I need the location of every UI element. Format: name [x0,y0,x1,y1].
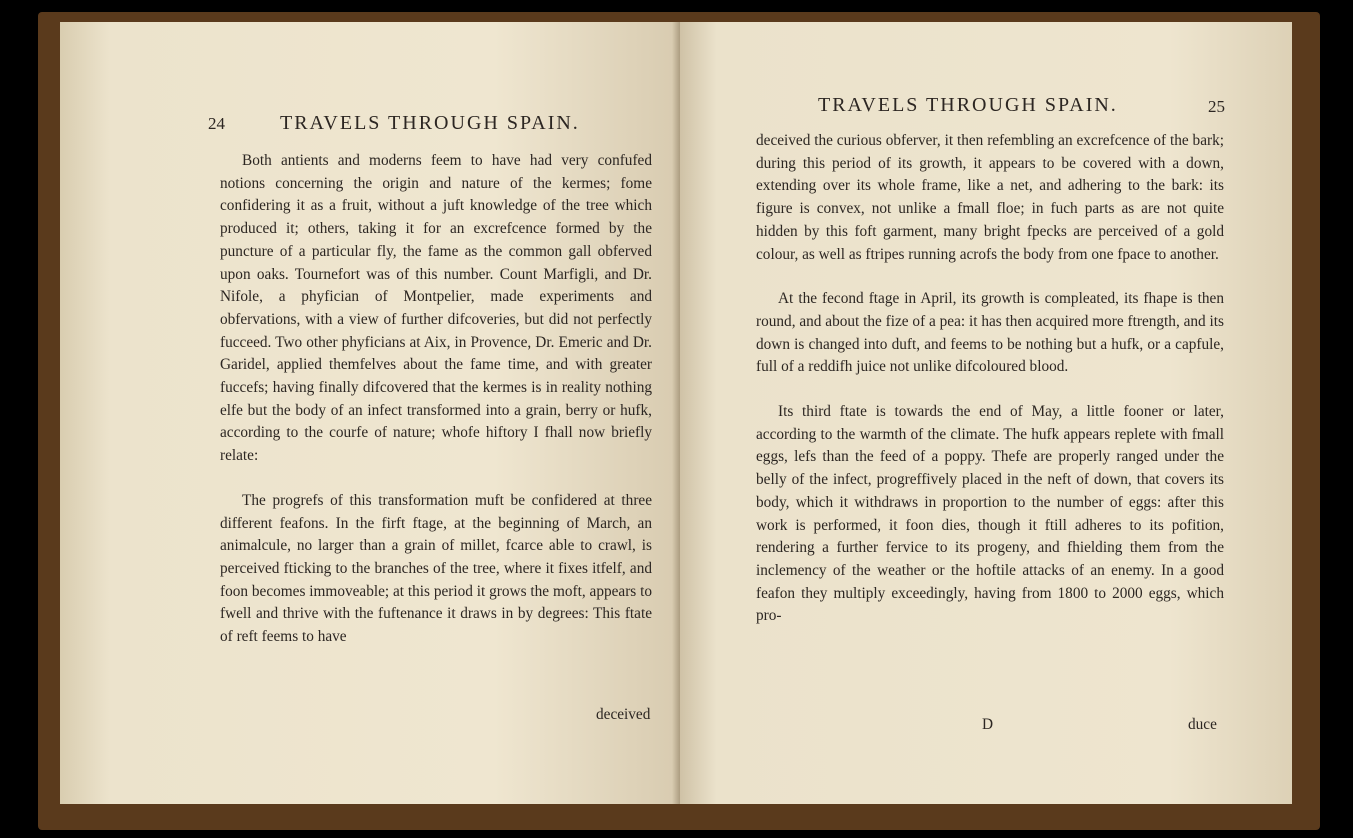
left-page-number: 24 [208,114,225,133]
right-signature-mark: D [982,716,994,733]
right-body-text [756,130,1224,628]
right-paragraph-2: At the fecond ftage in April, its growth is compleated, its fhape is then round, and about the fize of a pea: it has then acquired more ftrength, and its down is changed into duft, and feems to be nothing but a hufk, or a capfule, full of a reddifh juice not unlike difcoloured blood. [756,290,1224,376]
right-paragraph-1: deceived the curious obferver, it then refembling an excrefcence of the bark; during this period of its growth, it appears to be covered with a down, extending over its whole frame, like a net, and adhering to the bark: its figure is convex, not unlike a fmall floe; in fuch parts as are not quite hidden by this foft garment, many bright fpecks are perceived of a gold colour, as well as ftripes running acrofs the body from one fpace to another. [756,132,1224,263]
left-running-head: TRAVELS THROUGH SPAIN. [280,112,580,134]
right-paragraph-3: Its third ftate is towards the end of May, a little fooner or later, according to the warmth of the climate. The hufk appears replete with fmall eggs, lefs than the feed of a poppy. Thefe are properly ranged under the belly of the infect, progreffively placed in the neft of down, that covers its body, which it withdraws in proportion to the number of eggs: after this work is performed, it foon dies, though it ftill adheres to its pofition, rendering a further fervice to its progeny, and fhielding them from the inclemency of the weather or the hoftile attacks of an enemy. In a good feafon they multiply exceedingly, having from 1800 to 2000 eggs, which pro- [756,403,1224,625]
left-page [60,22,680,804]
left-catchword: deceived [596,706,651,723]
right-page-number: 25 [1208,97,1225,116]
right-running-head: TRAVELS THROUGH SPAIN. [818,94,1118,116]
left-paragraph-2: The progrefs of this transformation muft be confidered at three different feafons. In the firft ftage, at the beginning of March, an animalcule, no larger than a grain of millet, fcarce able to crawl, is perceived fticking to the branches of the tree, where it fixes itfelf, and foon becomes immoveable; at this period it grows the moft, appears to fwell and thrive with the fuftenance it draws in by degrees: This ftate of reft feems to have [220,491,652,646]
right-page [680,22,1292,804]
left-body-text [220,150,652,649]
right-catchword: duce [1188,716,1217,733]
left-paragraph-1: Both antients and moderns feem to have had very confufed notions concerning the origin and nature of the kermes; fome confidering it as a fruit, without a juft knowledge of the tree which produced it; others, taking it for an excrefcence formed by the puncture of a particular fly, the fame as the common gall obferved upon oaks. Tournefort was of this number. Count Marfigli, and Dr. Nifole, a phyfician of Montpelier, made experiments and obfervations, with a view of further difcoveries, but did not perfectly fucceed. Two other phyficians at Aix, in Provence, Dr. Emeric and Dr. Garidel, applied themfelves about the fame time, and with greater fuccefs; having finally difcovered that the kermes is in reality nothing elfe but the body of an infect transformed into a grain, berry or hufk, according to the courfe of nature; whofe hiftory I fhall now briefly relate: [220,152,652,465]
